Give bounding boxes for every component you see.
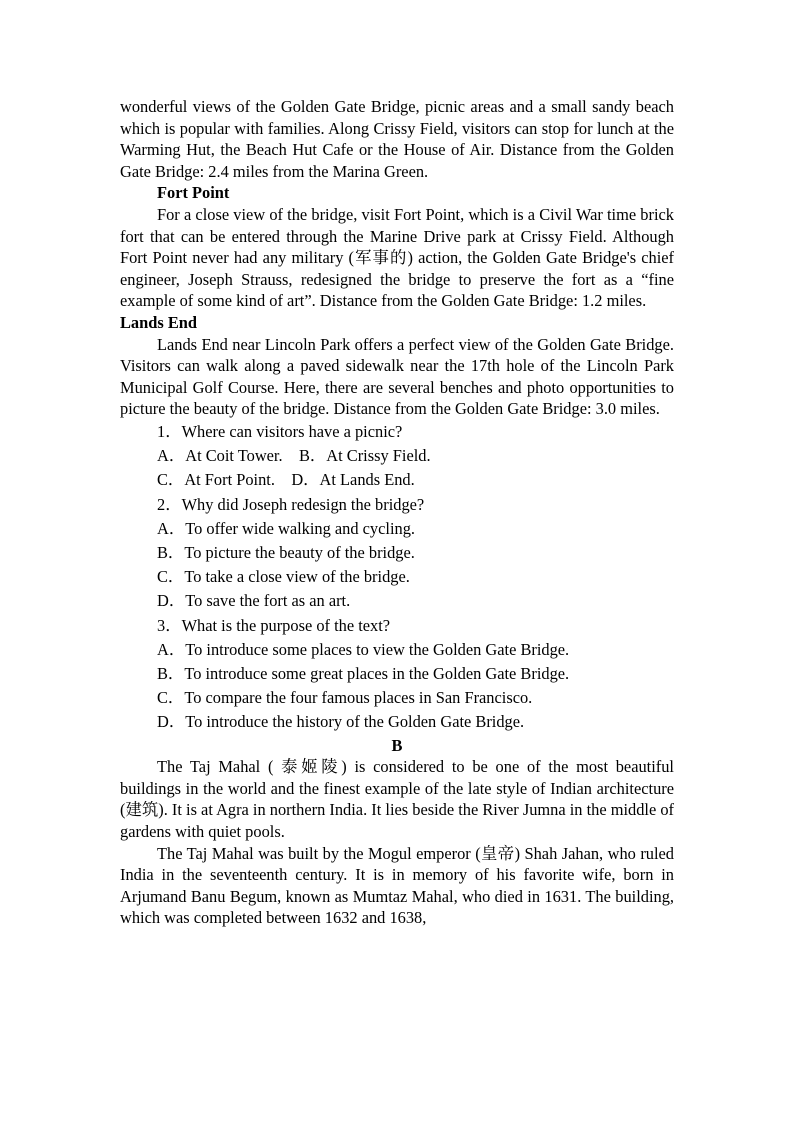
document-page <box>120 96 674 929</box>
question-2 <box>120 493 674 614</box>
question-stem: 1．Where can visitors have a picnic? <box>157 421 403 441</box>
question-3 <box>120 614 674 735</box>
paragraph-crissy-field-continuation: wonderful views of the Golden Gate Bridge, picnic areas and a small sandy beach which is popular with families. Along Crissy Field, visitors can stop for lunch at the Warming Hut, the Beach Hut Cafe or the House of Air. Distance from the Golden Gate Bridge: 2.4 miles from the Marina Green. <box>120 97 674 181</box>
section-label-b: B <box>391 735 403 755</box>
answer-options-row: A．At Coit Tower. B．At Crissy Field. <box>157 446 431 466</box>
answer-option: A．To introduce some places to view the Golden Gate Bridge. <box>157 639 570 659</box>
paragraph-taj-mahal-intro: The Taj Mahal ( 泰姬陵) is considered to be one of the most beautiful buildings in the world and the finest example of the late style of Indian architecture (建筑). It is at Agra in northern India. It lies beside the River Jumna in the middle of gardens with quiet pools. <box>120 757 674 841</box>
paragraph-fort-point: For a close view of the bridge, visit Fort Point, which is a Civil War time brick fort that can be entered through the Marine Drive park at Crissy Field. Although Fort Point never had any military (军事的) action, the Golden Gate Bridge's chief engineer, Joseph Strauss, redesigned the bridge to preserve the fort as a “fine example of some kind of art”. Distance from the Golden Gate Bridge: 1.2 miles. <box>120 204 674 311</box>
answer-option: B．To picture the beauty of the bridge. <box>157 542 415 562</box>
question-1 <box>120 420 674 493</box>
answer-option: C．To take a close view of the bridge. <box>157 567 410 587</box>
answer-option: C．To compare the four famous places in San Francisco. <box>157 688 533 708</box>
answer-option: B．To introduce some great places in the Golden Gate Bridge. <box>157 663 570 683</box>
paragraph-lands-end: Lands End near Lincoln Park offers a perfect view of the Golden Gate Bridge. Visitors can walk along a paved sidewalk near the 17th hole of the Lincoln Park Municipal Golf Course. Here, there are several benches and photo opportunities to picture the beauty of the bridge. Distance from the Golden Gate Bridge: 3.0 miles. <box>120 334 674 419</box>
answer-options-row: C．At Fort Point. D．At Lands End. <box>157 470 415 490</box>
heading-lands-end: Lands End <box>120 312 197 332</box>
paragraph-taj-mahal-history: The Taj Mahal was built by the Mogul emperor (皇帝) Shah Jahan, who ruled India in the seventeenth century. It is in memory of his favorite wife, born in Arjumand Banu Begum, known as Mumtaz Mahal, who died in 1631. The building, which was completed between 1632 and 1638, <box>120 843 674 928</box>
answer-option: D．To introduce the history of the Golden Gate Bridge. <box>157 712 525 732</box>
question-stem: 2．Why did Joseph redesign the bridge? <box>157 494 425 514</box>
question-stem: 3．What is the purpose of the text? <box>157 615 391 635</box>
heading-fort-point: Fort Point <box>157 183 230 203</box>
answer-option: A．To offer wide walking and cycling. <box>157 518 415 538</box>
answer-option: D．To save the fort as an art. <box>157 591 351 611</box>
